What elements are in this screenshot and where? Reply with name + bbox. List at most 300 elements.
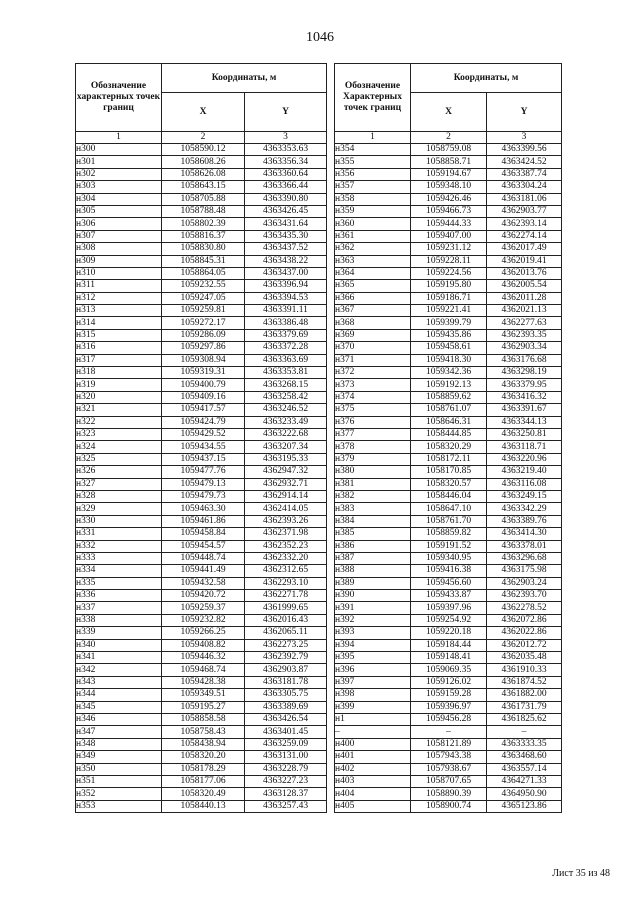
point-id-cell: н360 (335, 218, 411, 230)
table-row (76, 577, 327, 589)
table-row (76, 354, 327, 366)
point-id-cell: н343 (76, 676, 162, 688)
header-col-number: 3 (487, 132, 562, 144)
point-id-cell: н373 (335, 379, 411, 391)
point-id-cell: н344 (76, 689, 162, 701)
x-coordinate-cell: 1059435.86 (411, 329, 487, 341)
table-row (76, 441, 327, 453)
x-coordinate-cell: 1059232.55 (162, 280, 245, 292)
point-id-cell: н315 (76, 329, 162, 341)
header-designation: Обозначение Характерных точек границ (335, 64, 411, 132)
table-row (335, 354, 562, 366)
table-row (335, 528, 562, 540)
x-coordinate-cell: 1059456.28 (411, 713, 487, 725)
point-id-cell: н382 (335, 490, 411, 502)
table-row (335, 590, 562, 602)
point-id-cell: н392 (335, 614, 411, 626)
point-id-cell: н385 (335, 528, 411, 540)
x-coordinate-cell: 1058758.43 (162, 726, 245, 738)
table-row (335, 230, 562, 242)
table-row (76, 751, 327, 763)
point-id-cell: н348 (76, 738, 162, 750)
coordinates-table-right (334, 63, 562, 813)
point-id-cell: н386 (335, 540, 411, 552)
point-id-cell: н365 (335, 280, 411, 292)
x-coordinate-cell: 1059458.61 (411, 342, 487, 354)
table-row (335, 193, 562, 205)
table-row (76, 552, 327, 564)
y-coordinate-cell: 4362903.87 (245, 664, 327, 676)
x-coordinate-cell: 1059417.57 (162, 404, 245, 416)
x-coordinate-cell: 1059159.28 (411, 689, 487, 701)
x-coordinate-cell: 1058320.20 (162, 751, 245, 763)
table-row (76, 478, 327, 490)
y-coordinate-cell: 4363379.69 (245, 329, 327, 341)
y-coordinate-cell: 4363233.49 (245, 416, 327, 428)
y-coordinate-cell: 4363219.40 (487, 466, 562, 478)
x-coordinate-cell: 1059429.52 (162, 428, 245, 440)
y-coordinate-cell: 4363175.98 (487, 565, 562, 577)
x-coordinate-cell: 1058646.31 (411, 416, 487, 428)
point-id-cell: н399 (335, 701, 411, 713)
table-row (335, 503, 562, 515)
x-coordinate-cell: 1059408.82 (162, 639, 245, 651)
table-row (76, 689, 327, 701)
x-coordinate-cell: 1058440.13 (162, 800, 245, 812)
header-col-number: 1 (335, 132, 411, 144)
x-coordinate-cell: 1059434.55 (162, 441, 245, 453)
x-coordinate-cell: 1059340.95 (411, 552, 487, 564)
point-id-cell: н337 (76, 602, 162, 614)
table-row (335, 751, 562, 763)
point-id-cell: н350 (76, 763, 162, 775)
point-id-cell: н340 (76, 639, 162, 651)
table-row (335, 181, 562, 193)
x-coordinate-cell: 1057938.67 (411, 763, 487, 775)
x-coordinate-cell: 1059456.60 (411, 577, 487, 589)
x-coordinate-cell: 1059479.73 (162, 490, 245, 502)
x-coordinate-cell: 1059420.72 (162, 590, 245, 602)
y-coordinate-cell: 4363437.00 (245, 267, 327, 279)
table-row (335, 726, 562, 738)
table-row (76, 466, 327, 478)
point-id-cell: н310 (76, 267, 162, 279)
x-coordinate-cell: 1058438.94 (162, 738, 245, 750)
point-id-cell: н388 (335, 565, 411, 577)
x-coordinate-cell: 1058608.26 (162, 156, 245, 168)
y-coordinate-cell: 4363435.30 (245, 230, 327, 242)
y-coordinate-cell: 4363424.52 (487, 156, 562, 168)
table-row (76, 267, 327, 279)
table-row (76, 280, 327, 292)
table-row (76, 701, 327, 713)
table-row (76, 540, 327, 552)
y-coordinate-cell: 4363437.52 (245, 243, 327, 255)
header-x: X (162, 93, 245, 132)
x-coordinate-cell: 1058859.82 (411, 528, 487, 540)
table-row (76, 342, 327, 354)
y-coordinate-cell: 4363353.63 (245, 144, 327, 156)
point-id-cell: н403 (335, 775, 411, 787)
header-coordinates: Координаты, м (162, 64, 327, 93)
table-row (76, 800, 327, 812)
x-coordinate-cell: 1058178.29 (162, 763, 245, 775)
y-coordinate-cell: 4362277.63 (487, 317, 562, 329)
x-coordinate-cell: 1058121.89 (411, 738, 487, 750)
point-id-cell: н321 (76, 404, 162, 416)
table-row (335, 639, 562, 651)
y-coordinate-cell: 4363298.19 (487, 367, 562, 379)
table-row (76, 230, 327, 242)
x-coordinate-cell: 1059259.81 (162, 305, 245, 317)
y-coordinate-cell: 4363181.06 (487, 193, 562, 205)
table-row (76, 738, 327, 750)
x-coordinate-cell: 1059254.92 (411, 614, 487, 626)
x-coordinate-cell: 1059477.76 (162, 466, 245, 478)
table-row (335, 441, 562, 453)
x-coordinate-cell: 1058647.10 (411, 503, 487, 515)
x-coordinate-cell: 1059148.41 (411, 652, 487, 664)
table-row (76, 614, 327, 626)
y-coordinate-cell: 4362021.13 (487, 305, 562, 317)
y-coordinate-cell: 4363296.68 (487, 552, 562, 564)
point-id-cell: н342 (76, 664, 162, 676)
table-row (335, 416, 562, 428)
y-coordinate-cell: 4362019.41 (487, 255, 562, 267)
point-id-cell: н354 (335, 144, 411, 156)
y-coordinate-cell: – (487, 726, 562, 738)
y-coordinate-cell: 4363181.78 (245, 676, 327, 688)
header-designation: Обозначение характерных точек границ (76, 64, 162, 132)
table-row (76, 144, 327, 156)
x-coordinate-cell: 1059186.71 (411, 292, 487, 304)
x-coordinate-cell: 1059232.82 (162, 614, 245, 626)
table-row (76, 391, 327, 403)
point-id-cell: н366 (335, 292, 411, 304)
y-coordinate-cell: 4362392.79 (245, 652, 327, 664)
y-coordinate-cell: 4363401.45 (245, 726, 327, 738)
point-id-cell: н302 (76, 168, 162, 180)
table-row (335, 800, 562, 812)
y-coordinate-cell: 4362393.35 (487, 329, 562, 341)
table-row (76, 428, 327, 440)
point-id-cell: н307 (76, 230, 162, 242)
table-row (76, 713, 327, 725)
table-row (335, 738, 562, 750)
x-coordinate-cell: 1059479.13 (162, 478, 245, 490)
y-coordinate-cell: 4363342.29 (487, 503, 562, 515)
y-coordinate-cell: 4363118.71 (487, 441, 562, 453)
y-coordinate-cell: 4363391.11 (245, 305, 327, 317)
x-coordinate-cell: 1059454.57 (162, 540, 245, 552)
x-coordinate-cell: 1059397.96 (411, 602, 487, 614)
table-row (76, 317, 327, 329)
table-row (335, 602, 562, 614)
table-row (76, 416, 327, 428)
table-row (76, 404, 327, 416)
point-id-cell: н393 (335, 627, 411, 639)
point-id-cell: н329 (76, 503, 162, 515)
point-id-cell: н316 (76, 342, 162, 354)
x-coordinate-cell: 1058320.57 (411, 478, 487, 490)
table-row (335, 168, 562, 180)
coordinates-table-left (75, 63, 327, 813)
x-coordinate-cell: 1059272.17 (162, 317, 245, 329)
x-coordinate-cell: 1059191.52 (411, 540, 487, 552)
y-coordinate-cell: 4363250.81 (487, 428, 562, 440)
x-coordinate-cell: 1059418.30 (411, 354, 487, 366)
table-row (76, 329, 327, 341)
y-coordinate-cell: 4362293.10 (245, 577, 327, 589)
table-row (76, 292, 327, 304)
y-coordinate-cell: 4363304.24 (487, 181, 562, 193)
point-id-cell: н320 (76, 391, 162, 403)
table-row (76, 503, 327, 515)
table-row (335, 280, 562, 292)
y-coordinate-cell: 4362065.11 (245, 627, 327, 639)
header-col-number: 1 (76, 132, 162, 144)
point-id-cell: н390 (335, 590, 411, 602)
x-coordinate-cell: 1059286.09 (162, 329, 245, 341)
x-coordinate-cell: 1059400.79 (162, 379, 245, 391)
y-coordinate-cell: 4362273.25 (245, 639, 327, 651)
table-row (76, 639, 327, 651)
x-coordinate-cell: 1059192.13 (411, 379, 487, 391)
y-coordinate-cell: 4363344.13 (487, 416, 562, 428)
table-row (76, 775, 327, 787)
x-coordinate-cell: 1059195.27 (162, 701, 245, 713)
header-y: Y (487, 93, 562, 132)
x-coordinate-cell: 1059266.25 (162, 627, 245, 639)
x-coordinate-cell: 1058626.08 (162, 168, 245, 180)
x-coordinate-cell: 1059396.97 (411, 701, 487, 713)
y-coordinate-cell: 4362035.48 (487, 652, 562, 664)
y-coordinate-cell: 4363366.44 (245, 181, 327, 193)
y-coordinate-cell: 4363372.28 (245, 342, 327, 354)
x-coordinate-cell: 1059126.02 (411, 676, 487, 688)
y-coordinate-cell: 4363333.35 (487, 738, 562, 750)
y-coordinate-cell: 4365123.86 (487, 800, 562, 812)
table-row (335, 664, 562, 676)
point-id-cell: н387 (335, 552, 411, 564)
x-coordinate-cell: 1059348.10 (411, 181, 487, 193)
y-coordinate-cell: 4362393.14 (487, 218, 562, 230)
x-coordinate-cell: 1059428.38 (162, 676, 245, 688)
table-row (76, 664, 327, 676)
y-coordinate-cell: 4363438.22 (245, 255, 327, 267)
point-id-cell: н372 (335, 367, 411, 379)
y-coordinate-cell: 4363360.64 (245, 168, 327, 180)
x-coordinate-cell: 1058759.08 (411, 144, 487, 156)
y-coordinate-cell: 4362016.43 (245, 614, 327, 626)
table-row (335, 428, 562, 440)
table-row (335, 701, 562, 713)
point-id-cell: н328 (76, 490, 162, 502)
y-coordinate-cell: 4363396.94 (245, 280, 327, 292)
table-row (335, 577, 562, 589)
point-id-cell: н309 (76, 255, 162, 267)
x-coordinate-cell: 1058320.49 (162, 788, 245, 800)
point-id-cell: н355 (335, 156, 411, 168)
point-id-cell: н334 (76, 565, 162, 577)
x-coordinate-cell: 1058830.80 (162, 243, 245, 255)
y-coordinate-cell: 4363257.43 (245, 800, 327, 812)
point-id-cell: н396 (335, 664, 411, 676)
table-row (335, 317, 562, 329)
x-coordinate-cell: 1057943.38 (411, 751, 487, 763)
point-id-cell: н375 (335, 404, 411, 416)
point-id-cell: н359 (335, 205, 411, 217)
x-coordinate-cell: 1058859.62 (411, 391, 487, 403)
point-id-cell: н391 (335, 602, 411, 614)
point-id-cell: н397 (335, 676, 411, 688)
y-coordinate-cell: 4363390.80 (245, 193, 327, 205)
point-id-cell: н346 (76, 713, 162, 725)
x-coordinate-cell: 1059446.32 (162, 652, 245, 664)
y-coordinate-cell: 4362932.71 (245, 478, 327, 490)
x-coordinate-cell: 1059458.84 (162, 528, 245, 540)
x-coordinate-cell: 1059461.86 (162, 515, 245, 527)
x-coordinate-cell: 1058707.65 (411, 775, 487, 787)
x-coordinate-cell: 1059069.35 (411, 664, 487, 676)
y-coordinate-cell: 4363353.81 (245, 367, 327, 379)
x-coordinate-cell: 1058761.07 (411, 404, 487, 416)
table-row (76, 602, 327, 614)
table-row (76, 205, 327, 217)
table-row (335, 342, 562, 354)
x-coordinate-cell: 1058444.85 (411, 428, 487, 440)
table-row (335, 453, 562, 465)
table-row (335, 305, 562, 317)
y-coordinate-cell: 4362903.24 (487, 577, 562, 589)
point-id-cell: н304 (76, 193, 162, 205)
point-id-cell: н339 (76, 627, 162, 639)
table-row (335, 329, 562, 341)
table-row (335, 775, 562, 787)
point-id-cell: н322 (76, 416, 162, 428)
x-coordinate-cell: 1059221.41 (411, 305, 487, 317)
table-row (335, 676, 562, 688)
point-id-cell: н378 (335, 441, 411, 453)
point-id-cell: н352 (76, 788, 162, 800)
table-row (76, 255, 327, 267)
table-row (335, 367, 562, 379)
x-coordinate-cell: 1058858.58 (162, 713, 245, 725)
point-id-cell: н319 (76, 379, 162, 391)
point-id-cell: н300 (76, 144, 162, 156)
point-id-cell: н351 (76, 775, 162, 787)
header-col-number: 2 (411, 132, 487, 144)
x-coordinate-cell: 1059437.15 (162, 453, 245, 465)
y-coordinate-cell: 4364950.90 (487, 788, 562, 800)
point-id-cell: н380 (335, 466, 411, 478)
point-id-cell: н384 (335, 515, 411, 527)
point-id-cell: н383 (335, 503, 411, 515)
point-id-cell: н381 (335, 478, 411, 490)
x-coordinate-cell: 1058446.04 (411, 490, 487, 502)
x-coordinate-cell: 1058788.48 (162, 205, 245, 217)
y-coordinate-cell: 4363468.60 (487, 751, 562, 763)
y-coordinate-cell: 4363228.79 (245, 763, 327, 775)
x-coordinate-cell: 1058890.39 (411, 788, 487, 800)
point-id-cell: н405 (335, 800, 411, 812)
header-col-number: 3 (245, 132, 327, 144)
y-coordinate-cell: 4362022.86 (487, 627, 562, 639)
point-id-cell: н398 (335, 689, 411, 701)
y-coordinate-cell: 4362393.26 (245, 515, 327, 527)
point-id-cell: н377 (335, 428, 411, 440)
table-row (335, 243, 562, 255)
point-id-cell: н318 (76, 367, 162, 379)
point-id-cell: н331 (76, 528, 162, 540)
point-id-cell: н330 (76, 515, 162, 527)
y-coordinate-cell: 4361910.33 (487, 664, 562, 676)
point-id-cell: н335 (76, 577, 162, 589)
y-coordinate-cell: 4363387.74 (487, 168, 562, 180)
x-coordinate-cell: 1059308.94 (162, 354, 245, 366)
x-coordinate-cell: 1058177.06 (162, 775, 245, 787)
y-coordinate-cell: 4362012.72 (487, 639, 562, 651)
point-id-cell: н401 (335, 751, 411, 763)
table-row (335, 788, 562, 800)
y-coordinate-cell: 4362903.77 (487, 205, 562, 217)
point-id-cell: н341 (76, 652, 162, 664)
y-coordinate-cell: 4363414.30 (487, 528, 562, 540)
x-coordinate-cell: 1059424.79 (162, 416, 245, 428)
point-id-cell: н314 (76, 317, 162, 329)
point-id-cell: н336 (76, 590, 162, 602)
x-coordinate-cell: 1059342.36 (411, 367, 487, 379)
point-id-cell: н349 (76, 751, 162, 763)
point-id-cell: н333 (76, 552, 162, 564)
y-coordinate-cell: 4363394.53 (245, 292, 327, 304)
point-id-cell: н347 (76, 726, 162, 738)
table-row (335, 205, 562, 217)
x-coordinate-cell: 1059319.31 (162, 367, 245, 379)
x-coordinate-cell: 1058590.12 (162, 144, 245, 156)
y-coordinate-cell: 4361825.62 (487, 713, 562, 725)
x-coordinate-cell: 1059416.38 (411, 565, 487, 577)
point-id-cell: н305 (76, 205, 162, 217)
x-coordinate-cell: 1059407.00 (411, 230, 487, 242)
table-row (335, 379, 562, 391)
point-id-cell: н402 (335, 763, 411, 775)
table-row (76, 763, 327, 775)
y-coordinate-cell: 4363246.52 (245, 404, 327, 416)
x-coordinate-cell: 1058170.85 (411, 466, 487, 478)
y-coordinate-cell: 4361874.52 (487, 676, 562, 688)
x-coordinate-cell: 1059259.37 (162, 602, 245, 614)
point-id-cell: н308 (76, 243, 162, 255)
point-id-cell: н376 (335, 416, 411, 428)
table-row (335, 689, 562, 701)
x-coordinate-cell: 1059194.67 (411, 168, 487, 180)
y-coordinate-cell: 4363386.48 (245, 317, 327, 329)
sheet-counter: Лист 35 из 48 (552, 868, 610, 879)
x-coordinate-cell: 1058172.11 (411, 453, 487, 465)
x-coordinate-cell: 1059297.86 (162, 342, 245, 354)
point-id-cell: н404 (335, 788, 411, 800)
point-id-cell: н370 (335, 342, 411, 354)
table-row (76, 379, 327, 391)
x-coordinate-cell: 1058705.88 (162, 193, 245, 205)
point-id-cell: н306 (76, 218, 162, 230)
y-coordinate-cell: 4362271.78 (245, 590, 327, 602)
y-coordinate-cell: 4363426.45 (245, 205, 327, 217)
point-id-cell: – (335, 726, 411, 738)
y-coordinate-cell: 4364271.33 (487, 775, 562, 787)
table-row (335, 255, 562, 267)
